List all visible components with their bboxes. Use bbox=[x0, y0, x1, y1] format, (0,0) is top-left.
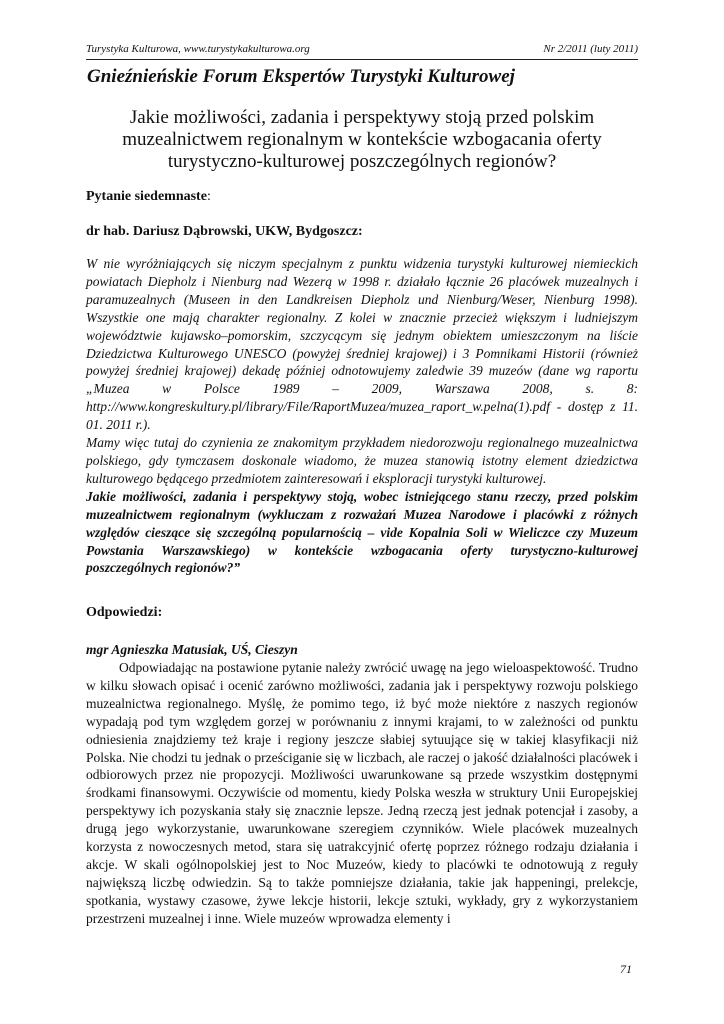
forum-title: Gnieźnieńskie Forum Ekspertów Turystyki Kulturowej bbox=[87, 66, 515, 87]
question-body bbox=[86, 255, 638, 577]
journal-name: Turystyka Kulturowa, www.turystykakulturowa.org bbox=[86, 43, 310, 55]
main-question: Jakie możliwości, zadania i perspektywy stoją przed polskim muzealnictwem regionalnym w kontekście wzbogacania oferty turystyczno-kulturowej poszczególnych regionów? bbox=[122, 107, 602, 172]
answer-body: Odpowiadając na postawione pytanie należy zwrócić uwagę na jego wieloaspektowość. Trudno w kilku słowach opisać i ocenić zarówno możliwości, zadania jak i perspektywy rozwoju polskiego muzealnictwa regionalnego. Myślę, że pomimo tego, iż być może niektóre z naszych regionów wypadają pod tym względem gorzej w porównaniu z innymi krajami, to w zależności od punktu odniesienia znajdziemy też kraje i regiony jeszcze słabiej sytuujące się w takiej klasyfikacji niż Polska. Nie chodzi tu jednak o prześciganie się w liczbach, ale raczej o jakość działalności placówek i odbiorowych przez nie propozycji. Możliwości uwarunkowane są przede wszystkim dostępnymi środkami finansowymi. Oczywiście od momentu, kiedy Polska weszła w struktury Unii Europejskiej perspektywy ich pozyskania stały się znacznie lepsze. Jedną rzeczą jest jednak potencjał i zasoby, a drugą jego wykorzystanie, uwarunkowane szeregiem czynników. Wiele placówek muzealnych korzysta z nowoczesnych metod, stara się uatrakcyjnić ofertę poprzez różnego rodzaju działania i akcje. W skali ogólnopolskiej jest to Noc Muzeów, kiedy to placówki te odnotowują z reguły największą liczbę odwiedzin. Są to także pomniejsze działania, takie jak happeningi, prelekcje, spotkania, wystawy czasowe, żywe lekcje historii, lekcje sztuki, wykłady, gry z wykorzystaniem przestrzeni muzealnej i inne. Wiele muzeów wprowadza elementy i bbox=[86, 660, 638, 926]
issue-number: Nr 2/2011 (luty 2011) bbox=[543, 43, 638, 55]
intro-question: Jakie możliwości, zadania i perspektywy stoją, wobec istniejącego stanu rzeczy, przed polskim muzealnictwem regionalnym (wykluczam z rozważań Muzea Narodowe i placówki z różnych względów cieszące się szczególną popularnością – vide Kopalnia Soli w Wieliczce czy Muzeum Powstania Warszawskiego) w kontekście wzbogacania oferty turystyczno-kulturowej poszczególnych regionów?” bbox=[86, 488, 638, 576]
intro-paragraph-2: Mamy więc tutaj do czynienia ze znakomitym przykładem niedorozwoju regionalnego muzealnictwa polskiego, gdy tymczasem doskonale wiadomo, że muzea stanowią istotny element dziedzictwa kulturowego będącego przedmiotem zainteresowań i eksploracji turystyki kulturowej. bbox=[86, 435, 638, 486]
intro-paragraph-1: W nie wyróżniających się niczym specjalnym z punktu widzenia turystyki kulturowej niemieckich powiatach Diepholz i Nienburg nad Wezerą w 1998 r. działało łącznie 26 placówek muzealnych i paramuzealnych (Museen in den Landkreisen Diepholz und Nienburg/Weser, Nienburg 1998). Wszystkie one mają charakter regionalny. Z kolei w znacznie przecież większym i ludniejszym województwie kujawsko–pomorskim, szczycącym się jednym obiektem umieszczonym na liście Dziedzictwa Kulturowego UNESCO (powyżej średniej krajowej) i 3 Pomnikami Historii (również powyżej średniej krajowej) dekadę później odnotowujemy zaledwie 39 muzeów (dane wg raportu „Muzea w Polsce 1989 – 2009, Warszawa 2008, s. 8: http://www.kongreskultury.pl/library/File/RaportMuzea/muzea_raport_w.pelna(1).pdf - dostęp z 11. 01. 2011 r.). bbox=[86, 256, 638, 433]
page-number: 71 bbox=[620, 962, 632, 976]
running-header bbox=[86, 43, 638, 55]
answer-author: mgr Agnieszka Matusiak, UŚ, Cieszyn bbox=[86, 642, 298, 657]
question-label bbox=[86, 189, 211, 205]
question-label-text: Pytanie siedemnaste bbox=[86, 189, 207, 204]
questioner: dr hab. Dariusz Dąbrowski, UKW, Bydgoszcz: bbox=[86, 224, 363, 239]
question-label-colon: : bbox=[206, 189, 211, 204]
header-rule bbox=[86, 59, 638, 60]
answers-label: Odpowiedzi: bbox=[86, 605, 163, 620]
